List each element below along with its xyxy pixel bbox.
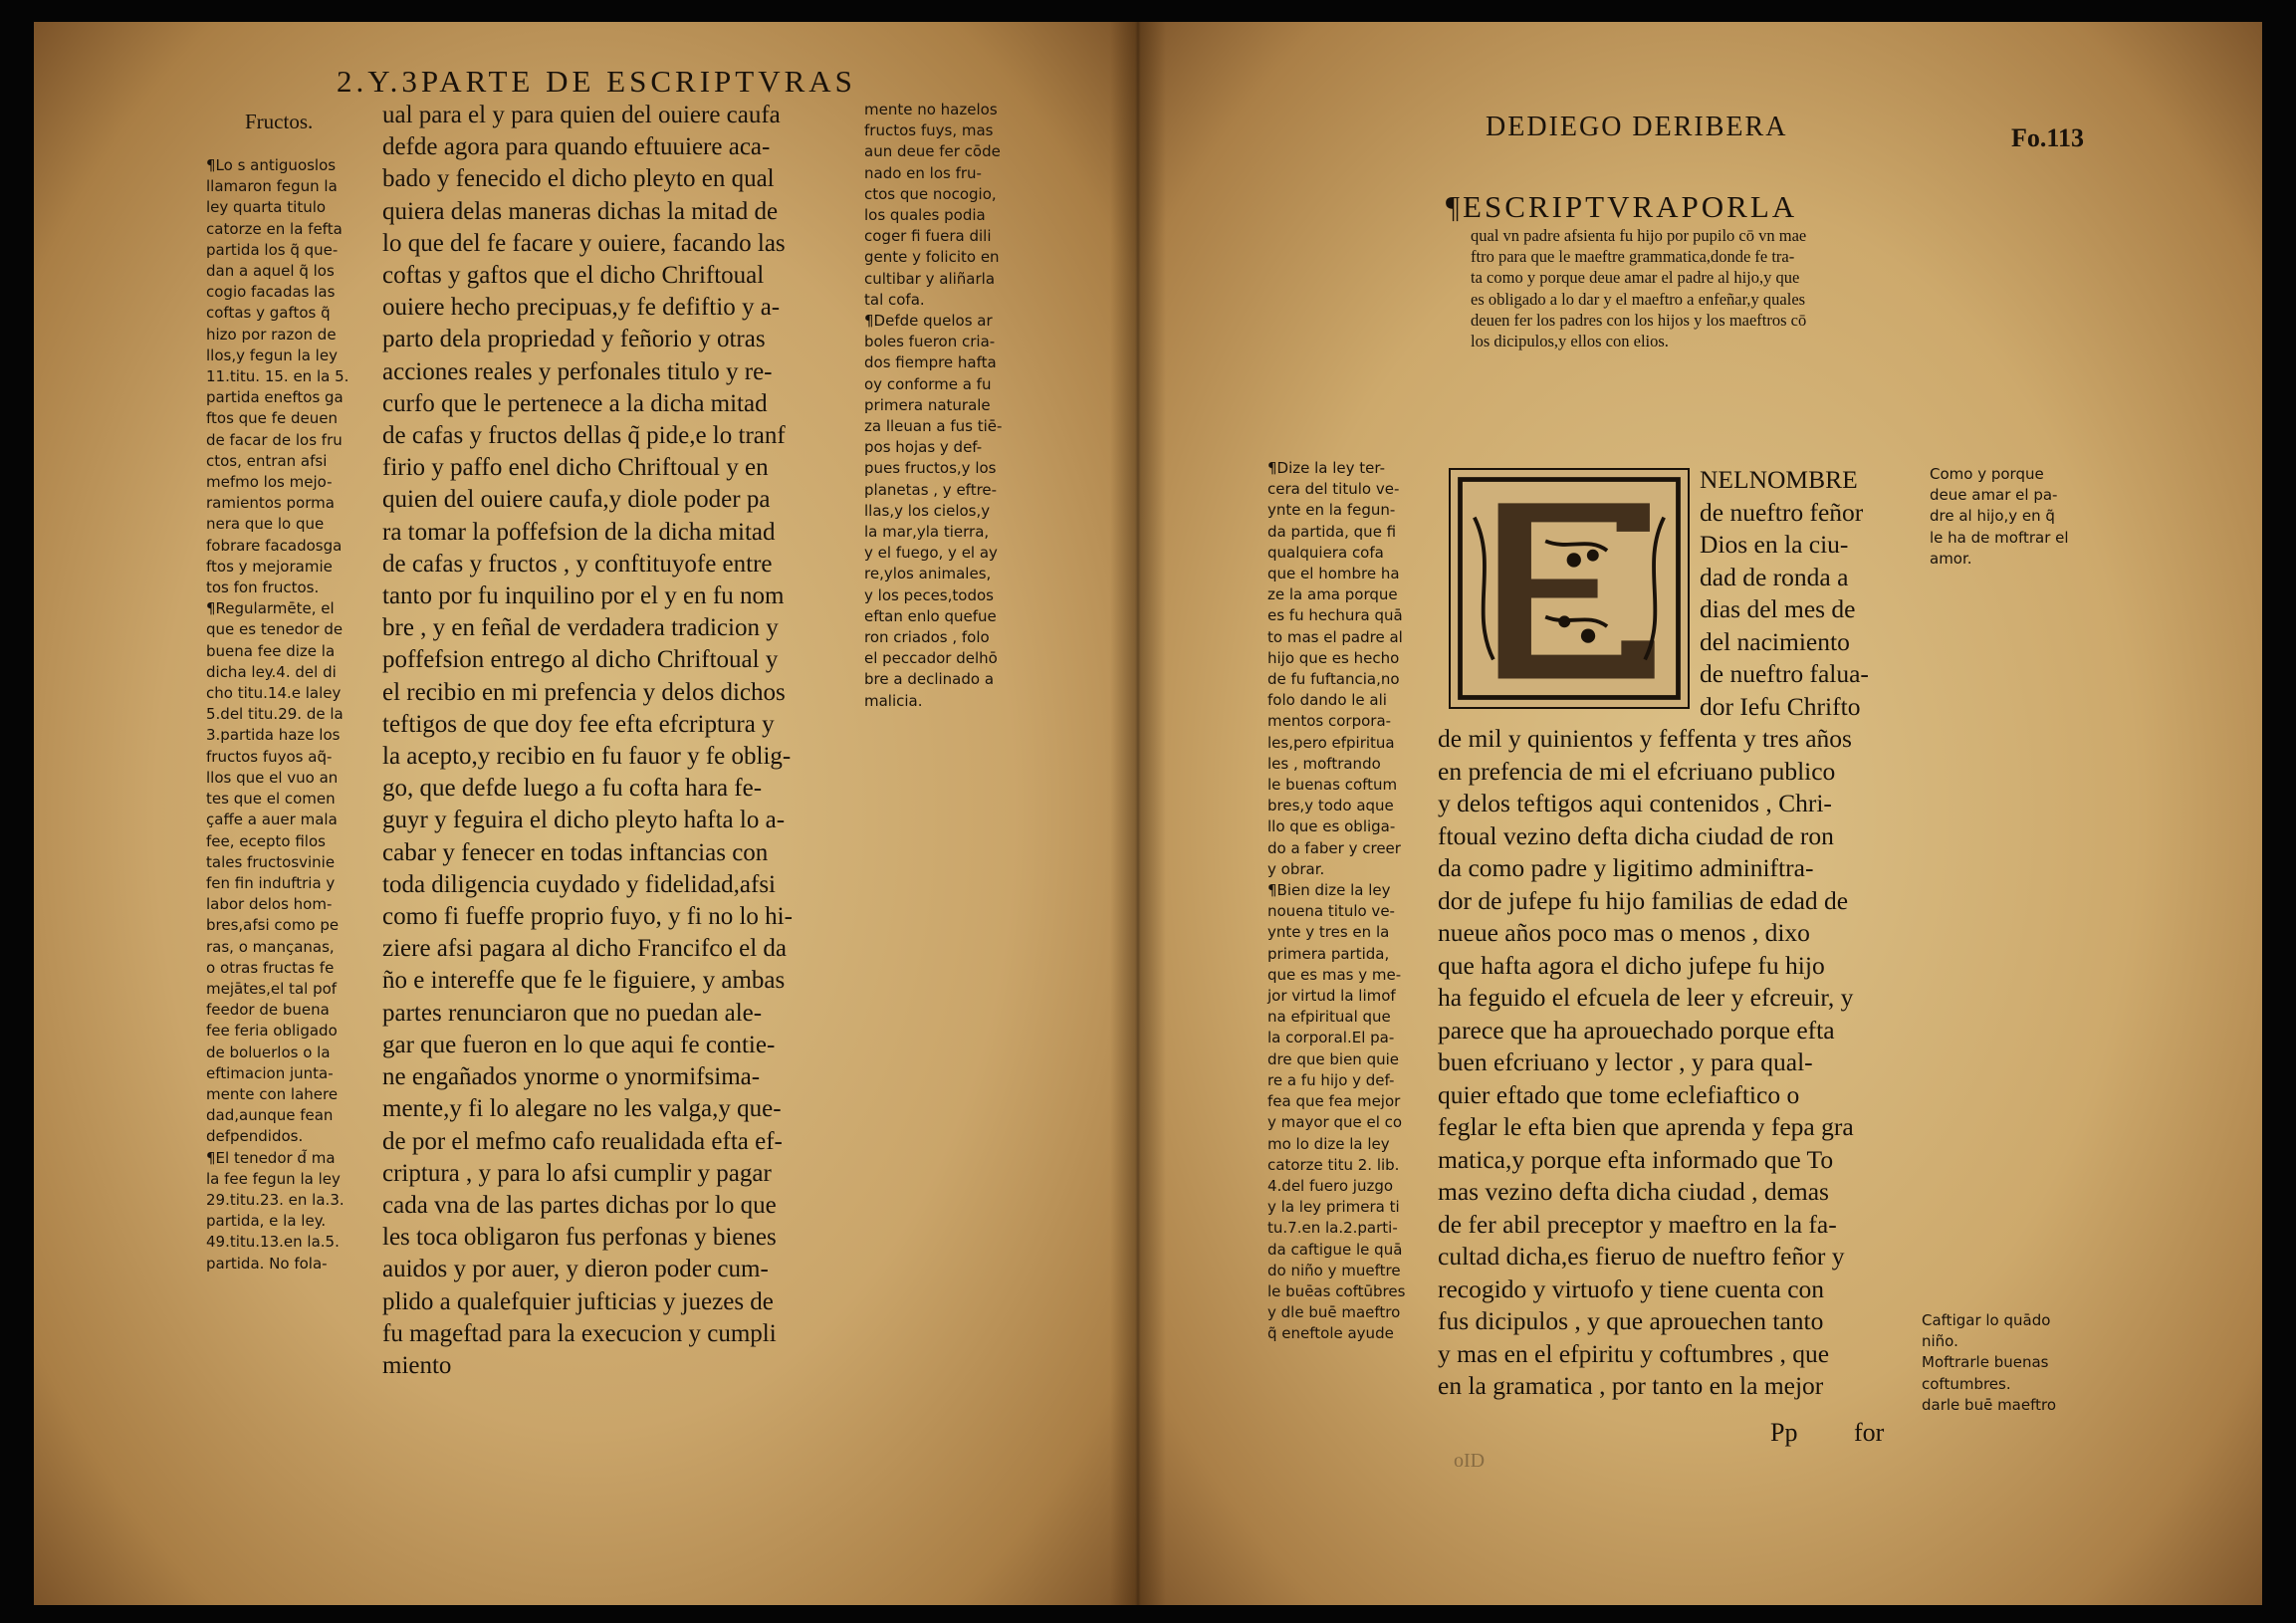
- margin-note-line: cultibar y aliñarla: [864, 269, 996, 288]
- margin-note-line: fen fin induftria y: [206, 873, 336, 892]
- text-line: bre , y en feñal de verdadera tradicion y: [382, 614, 779, 642]
- margin-note-line: 3.partida haze los: [206, 726, 341, 745]
- margin-note-line: les,pero efpiritua: [1267, 733, 1395, 752]
- margin-note-line: defpendidos.: [206, 1127, 304, 1146]
- catchword: for: [1854, 1418, 1885, 1447]
- margin-note-line: le buēas coftūbres: [1267, 1281, 1406, 1300]
- margin-note-line: cogio facadas las: [206, 283, 336, 302]
- text-line: ftoual vezino defta dicha ciudad de ron: [1438, 820, 1834, 850]
- text-line: acciones reales y perfonales titulo y re-: [382, 357, 773, 385]
- margin-note-line: jor virtud la limof: [1267, 987, 1396, 1006]
- margin-note-line: de boluerlos o la: [206, 1043, 331, 1061]
- text-line: de por el mefmo cafo reualidada efta ef-: [382, 1127, 783, 1155]
- margin-note-line: ¶Regularmēte, el: [206, 599, 335, 618]
- margin-note-line: dos fiempre hafta: [864, 353, 997, 372]
- margin-note-line: ynte en la fegun-: [1267, 501, 1396, 520]
- text-line: dor de jufepe fu hijo familias de edad de: [1438, 885, 1849, 915]
- margin-note-line: ftos y mejoramie: [206, 557, 333, 576]
- text-line: ra tomar la poffefsion de la dicha mitad: [382, 518, 776, 546]
- margin-note-line: llas,y los cielos,y: [864, 501, 991, 520]
- text-line: de fer abil preceptor y maeftro en la fa-: [1438, 1209, 1837, 1239]
- right-main-text: [1438, 723, 1854, 1403]
- text-line: en la gramatica , por tanto en la mejor: [1438, 1371, 1824, 1400]
- margin-note-line: partida. No fola-: [206, 1254, 328, 1273]
- text-line: de mil y quinientos y feffenta y tres años: [1438, 724, 1852, 753]
- margin-note-line: ze la ama porque: [1267, 585, 1398, 604]
- margin-note-line: bre a declinado a: [864, 670, 995, 689]
- text-line: cultad dicha,es fieruo de nueftro feñor y: [1438, 1242, 1845, 1271]
- margin-note-line: planetas , y eftre-: [864, 480, 998, 499]
- margin-note-line: labor delos hom-: [206, 895, 333, 914]
- text-line: ual para el y para quien del ouiere caufa: [382, 102, 781, 128]
- document-title: ¶ESCRIPTVRAPORLA: [1446, 189, 1798, 224]
- text-line: de cafas y fructos dellas q̃ pide,e lo tranf: [382, 422, 786, 450]
- margin-note-line: boles fueron cria-: [864, 333, 996, 351]
- text-line: del nacimiento: [1700, 626, 1850, 656]
- text-line: feglar le efta bien que aprenda y fepa gra: [1438, 1112, 1854, 1141]
- margin-note-line: primera partida,: [1267, 944, 1390, 963]
- margin-note-line: q̃ eneftole ayude: [1267, 1324, 1394, 1343]
- side-note-love: [1930, 464, 2069, 570]
- text-line: ha feguido el efcuela de leer y efcreuir, y: [1438, 983, 1854, 1012]
- margin-note-line: mefmo los mejo-: [206, 473, 333, 492]
- text-line: el recibio en mi prefencia y delos dichos: [382, 678, 786, 706]
- text-line: quiera delas maneras dichas la mitad de: [382, 197, 779, 225]
- intro-line: qual vn padre afsienta fu hijo por pupilo cō vn mae: [1471, 226, 1807, 245]
- margin-note-line: ¶Defde quelos ar: [864, 312, 993, 331]
- margin-note-line: y la ley primera ti: [1267, 1198, 1400, 1217]
- left-side-title: Fructos.: [245, 110, 314, 133]
- text-line: defde agora para quando eftuuiere aca-: [382, 133, 771, 161]
- margin-note-line: bres,afsi como pe: [206, 916, 340, 935]
- intro-line: es obligado a lo dar y el maeftro a enfeñar,y quales: [1471, 289, 1806, 309]
- margin-note-line: coftas y gaftos q̃: [206, 304, 331, 323]
- margin-note-line: catorze titu 2. lib.: [1267, 1155, 1400, 1174]
- margin-note-line: fructos fuys, mas: [864, 121, 994, 140]
- text-line: firio y paffo enel dicho Chriftoual y en: [382, 454, 769, 482]
- margin-note-line: partida los q̃ que-: [206, 240, 339, 259]
- margin-note-line: es fu hechura quā: [1267, 606, 1403, 625]
- margin-note-line: 4.del fuero juzgo: [1267, 1176, 1394, 1195]
- margin-note-line: ¶Bien dize la ley: [1267, 881, 1391, 900]
- text-line: lo que del fe facare y ouiere, facando las: [382, 229, 786, 257]
- margin-note-line: catorze en la fefta: [206, 219, 343, 238]
- margin-note-line: llo que es obliga-: [1267, 817, 1396, 836]
- margin-note-line: mentos corpora-: [1267, 712, 1392, 731]
- margin-note-line: partida, e la ley.: [206, 1212, 327, 1231]
- margin-note-line: ¶Dize la ley ter-: [1267, 459, 1386, 477]
- margin-note-line: ¶El tenedor d̃ ma: [206, 1148, 336, 1167]
- text-line: y mas en el efpiritu y coftumbres , que: [1438, 1338, 1830, 1368]
- margin-note-line: la fee fegun la ley: [206, 1169, 341, 1188]
- margin-note-line: tes que el comen: [206, 790, 336, 809]
- margin-note-line: cho titu.14.e laley: [206, 684, 342, 703]
- margin-note-line: mente no hazelos: [864, 101, 998, 118]
- margin-note-line: 11.titu. 15. en la 5.: [206, 367, 349, 386]
- text-line: mas vezino defta dicha ciudad , demas: [1438, 1177, 1829, 1206]
- margin-note-line: ramientos porma: [206, 494, 335, 513]
- margin-note-line: mejātes,el tal pof: [206, 979, 338, 998]
- margin-note-line: amor.: [1930, 549, 1972, 568]
- text-line: Dios en la ciu-: [1700, 530, 1849, 559]
- text-line: tanto por fu inquilino por el y en fu nom: [382, 582, 785, 610]
- margin-note-line: deue amar el pa-: [1930, 486, 2058, 505]
- text-line: da como padre y ligitimo adminiftra-: [1438, 853, 1814, 882]
- margin-note-line: gente y folicito en: [864, 248, 1000, 267]
- margin-note-line: le ha de moftrar el: [1930, 528, 2069, 547]
- margin-note-line: fructos fuyos aq̃-: [206, 747, 333, 766]
- margin-note-line: bres,y todo aque: [1267, 797, 1394, 815]
- text-line: quien del ouiere caufa,y diole poder pa: [382, 486, 771, 514]
- margin-note-line: coger fi fuera dili: [864, 227, 992, 246]
- text-line: ouiere hecho precipuas,y fe defiftio y a-: [382, 294, 781, 322]
- text-line: quier eftado que tome eclefiaftico o: [1438, 1079, 1800, 1109]
- margin-note-line: tal cofa.: [864, 290, 925, 309]
- margin-note-line: do niño y mueftre: [1267, 1261, 1401, 1279]
- margin-note-line: çaffe a auer mala: [206, 811, 338, 829]
- margin-note-line: niño.: [1922, 1332, 1958, 1351]
- margin-note-line: hijo que es hecho: [1267, 648, 1400, 667]
- text-line: miento: [382, 1351, 452, 1379]
- margin-note-line: nera que lo que: [206, 515, 325, 534]
- text-line: mente,y fi lo alegare no les valga,y que-: [382, 1095, 782, 1123]
- margin-note-line: tos fon fructos.: [206, 579, 320, 597]
- text-line: criptura , y para lo afsi cumplir y pagar: [382, 1159, 772, 1187]
- left-main-text: [382, 100, 793, 1382]
- text-line: nueue años poco mas o menos , dixo: [1438, 918, 1810, 947]
- text-line: y delos teftigos aqui contenidos , Chri-: [1438, 789, 1832, 817]
- text-line: NELNOMBRE: [1700, 465, 1858, 494]
- margin-note-line: da partida, que fi: [1267, 522, 1397, 541]
- document-intro: [1471, 225, 1806, 351]
- left-running-head: 2.Y.3PARTE DE ESCRIPTVRAS: [337, 64, 856, 99]
- margin-note-line: ftos que fe deuen: [206, 409, 338, 428]
- margin-note-line: le buenas coftum: [1267, 776, 1398, 795]
- margin-note-line: aun deue fer cōde: [864, 142, 1001, 161]
- margin-note-line: nouena titulo ve-: [1267, 902, 1395, 921]
- right-margin-notes: [1267, 458, 1405, 1345]
- margin-note-line: les , moftrando: [1267, 754, 1381, 773]
- text-line: parece que ha aprouechado porque efta: [1438, 1015, 1835, 1044]
- text-line: que hafta agora el dicho jufepe fu hijo: [1438, 950, 1825, 980]
- text-line: fu mageftad para la execucion y cumpli: [382, 1319, 777, 1347]
- margin-note-line: que es tenedor de: [206, 620, 344, 639]
- side-note-discipline: [1922, 1310, 2056, 1416]
- text-line: go, que defde luego a fu cofta hara fe-: [382, 775, 763, 803]
- margin-note-line: 29.titu.23. en la.3.: [206, 1190, 344, 1209]
- margin-note-line: malicia.: [864, 691, 923, 710]
- margin-note-line: fee, ecepto filos: [206, 831, 326, 850]
- text-line: buen efcriuano y lector , y para qual-: [1438, 1047, 1813, 1076]
- right-running-head: DEDIEGO DERIBERA: [1486, 112, 1788, 142]
- text-line: ne engañados ynorme o ynormifsima-: [382, 1063, 761, 1091]
- margin-note-line: folo dando le ali: [1267, 691, 1387, 710]
- text-line: toda diligencia cuydado y fidelidad,afsi: [382, 870, 777, 898]
- margin-note-line: pos hojas y def-: [864, 438, 983, 457]
- margin-note-line: buena fee dize la: [206, 641, 336, 660]
- text-line: auidos y por auer, y dieron poder cum-: [382, 1256, 769, 1283]
- margin-note-line: llos,y fegun la ley: [206, 346, 338, 364]
- signature-mark: Pp: [1770, 1418, 1798, 1447]
- margin-note-line: to mas el padre al: [1267, 627, 1403, 646]
- text-line: la acepto,y recibio en fu fauor y fe oblig-: [382, 743, 792, 771]
- text-line: recogido y virtuofo y tiene cuenta con: [1438, 1274, 1825, 1303]
- margin-note-line: hizo por razon de: [206, 325, 337, 344]
- text-line: poffefsion entrego al dicho Chriftoual y: [382, 646, 779, 674]
- margin-note-line: tu.7.en la.2.parti-: [1267, 1219, 1398, 1238]
- margin-note-line: coftumbres.: [1922, 1374, 2011, 1393]
- margin-note-line: ras, o mançanas,: [206, 937, 335, 956]
- text-line: parto dela propriedad y feñorio y otras: [382, 326, 766, 353]
- text-line: curfo que le pertenece a la dicha mitad: [382, 389, 768, 417]
- margin-note-line: fea que fea mejor: [1267, 1092, 1401, 1111]
- margin-note-line: llamaron fegun la: [206, 177, 338, 196]
- margin-note-line: qualquiera cofa: [1267, 543, 1384, 562]
- text-line: cabar y fenecer en todas inftancias con: [382, 838, 769, 866]
- margin-note-line: ctos que nocogio,: [864, 184, 997, 203]
- text-line: gar que fueron en lo que aqui fe contie-: [382, 1031, 776, 1058]
- text-line: coftas y gaftos que el dicho Chriftoual: [382, 262, 765, 290]
- text-line: les toca obligaron fus perfonas y bienes: [382, 1224, 777, 1252]
- margin-note-line: re a fu hijo y def-: [1267, 1070, 1395, 1089]
- margin-note-line: do a faber y creer: [1267, 838, 1401, 857]
- margin-note-line: mo lo dize la ley: [1267, 1134, 1390, 1153]
- margin-note-line: mente con lahere: [206, 1084, 339, 1103]
- margin-note-line: re,ylos animales,: [864, 565, 992, 583]
- margin-note-line: llos que el vuo an: [206, 768, 339, 787]
- text-line: ziere afsi pagara al dicho Francifco el da: [382, 935, 788, 963]
- text-line: en prefencia de mi el efcriuano publico: [1438, 756, 1836, 786]
- margin-note-line: fobrare facadosga: [206, 536, 343, 555]
- margin-note-line: 5.del titu.29. de la: [206, 705, 344, 724]
- text-beside-initial: [1700, 464, 1869, 723]
- margin-note-line: la corporal.El pa-: [1267, 1029, 1395, 1047]
- text-line: de nueftro falua-: [1700, 659, 1869, 688]
- margin-note-line: pues fructos,y los: [864, 459, 997, 478]
- text-line: fus dicipulos , y que aprouechen tanto: [1438, 1306, 1824, 1335]
- text-line: matica,y porque efta informado que To: [1438, 1144, 1834, 1174]
- text-line: dor Iefu Chrifto: [1700, 691, 1861, 721]
- margin-note-line: y dle buē maeftro: [1267, 1303, 1401, 1322]
- intro-line: los dicipulos,y ellos con elios.: [1471, 332, 1669, 351]
- margin-note-line: Moftrarle buenas: [1922, 1353, 2049, 1372]
- margin-note-line: 49.titu.13.en la.5.: [206, 1233, 340, 1252]
- margin-note-line: los quales podia: [864, 206, 986, 225]
- margin-note-line: y mayor que el co: [1267, 1113, 1403, 1132]
- margin-note-line: darle buē maeftro: [1922, 1395, 2057, 1414]
- margin-note-line: la mar,yla tierra,: [864, 523, 990, 542]
- margin-note-line: dre al hijo,y en q̃: [1930, 507, 2055, 526]
- margin-note-line: ron criados , folo: [864, 628, 990, 647]
- bleed-through-mark: oID: [1454, 1450, 1486, 1472]
- left-margin-notes: [206, 155, 348, 1275]
- intro-line: deuen fer los padres con los hijos y los maeftros cō: [1471, 310, 1807, 330]
- margin-note-line: na efpiritual que: [1267, 1008, 1391, 1027]
- folio-number: Fo.113: [2011, 123, 2084, 152]
- intro-line: ftro para que le maeftre grammatica,donde fe tra-: [1471, 247, 1795, 267]
- margin-note-line: el peccador delhō: [864, 649, 998, 668]
- margin-note-line: ctos, entran afsi: [206, 451, 328, 470]
- text-line: plido a qualefquier jufticias y juezes de: [382, 1287, 774, 1315]
- text-line: de cafas y fructos , y conftituyofe entre: [382, 550, 773, 578]
- margin-note-line: dan a aquel q̃ los: [206, 262, 335, 281]
- margin-note-line: eftan enlo quefue: [864, 606, 997, 625]
- margin-note-line: y los peces,todos: [864, 585, 994, 604]
- margin-note-line: feedor de buena: [206, 1001, 330, 1020]
- text-line: ño e intereffe que fe le figuiere, y ambas: [382, 967, 786, 995]
- text-line: partes renunciaron que no puedan ale-: [382, 999, 763, 1027]
- margin-note-line: que es mas y me-: [1267, 965, 1402, 984]
- margin-note-line: dicha ley.4. del di: [206, 662, 337, 681]
- margin-note-line: ynte y tres en la: [1267, 923, 1390, 942]
- margin-note-line: Como y porque: [1930, 465, 2044, 483]
- margin-note-line: partida eneftos ga: [206, 388, 344, 407]
- margin-note-line: o otras fructas fe: [206, 958, 335, 977]
- margin-note-line: da caftigue le quā: [1267, 1240, 1403, 1259]
- text-line: de nueftro feñor: [1700, 497, 1864, 527]
- margin-note-line: que el hombre ha: [1267, 565, 1400, 583]
- margin-note-line: dad,aunque fean: [206, 1106, 334, 1125]
- text-line: dad de ronda a: [1700, 562, 1849, 591]
- margin-note-line: de facar de los fru: [206, 430, 343, 449]
- margin-note-line: eftimacion junta-: [206, 1063, 334, 1082]
- text-line: guyr y feguira el dicho pleyto hafta lo a-: [382, 807, 786, 834]
- margin-note-line: y obrar.: [1267, 859, 1325, 878]
- margin-note-line: Caftigar lo quādo: [1922, 1311, 2051, 1329]
- margin-note-line: fee feria obligado: [206, 1022, 338, 1041]
- margin-note-line: nado en los fru-: [864, 163, 982, 182]
- text-line: cada vna de las partes dichas por lo que: [382, 1191, 777, 1219]
- margin-note-line: ley quarta titulo: [206, 198, 327, 217]
- text-line: bado y fenecido el dicho pleyto en qual: [382, 165, 775, 193]
- margin-note-line: tales fructosvinie: [206, 852, 336, 871]
- text-line: dias del mes de: [1700, 594, 1856, 623]
- margin-note-line: y el fuego, y el ay: [864, 544, 998, 563]
- book-gutter: [1110, 22, 1166, 1605]
- margin-note-line: de fu fuftancia,no: [1267, 670, 1400, 689]
- text-line: como fi fueffe proprio fuyo, y fi no lo hi-: [382, 903, 793, 931]
- margin-note-line: primera naturale: [864, 395, 991, 414]
- margin-note-line: dre que bien quie: [1267, 1049, 1399, 1068]
- decorated-initial-E: [1449, 468, 1690, 709]
- margin-note-line: oy conforme a fu: [864, 374, 992, 393]
- margin-note-line: za lleuan a fus tiē-: [864, 417, 1003, 436]
- text-line: teftigos de que doy fee efta efcriptura y: [382, 710, 775, 738]
- decorated-initial-image: [1451, 470, 1688, 707]
- intro-line: ta como y porque deue amar el padre al hijo,y que: [1471, 268, 1800, 288]
- margin-note-line: ¶Lo s antiguoslos: [206, 156, 337, 174]
- margin-note-line: cera del titulo ve-: [1267, 480, 1400, 499]
- left-inner-notes: [864, 100, 1002, 712]
